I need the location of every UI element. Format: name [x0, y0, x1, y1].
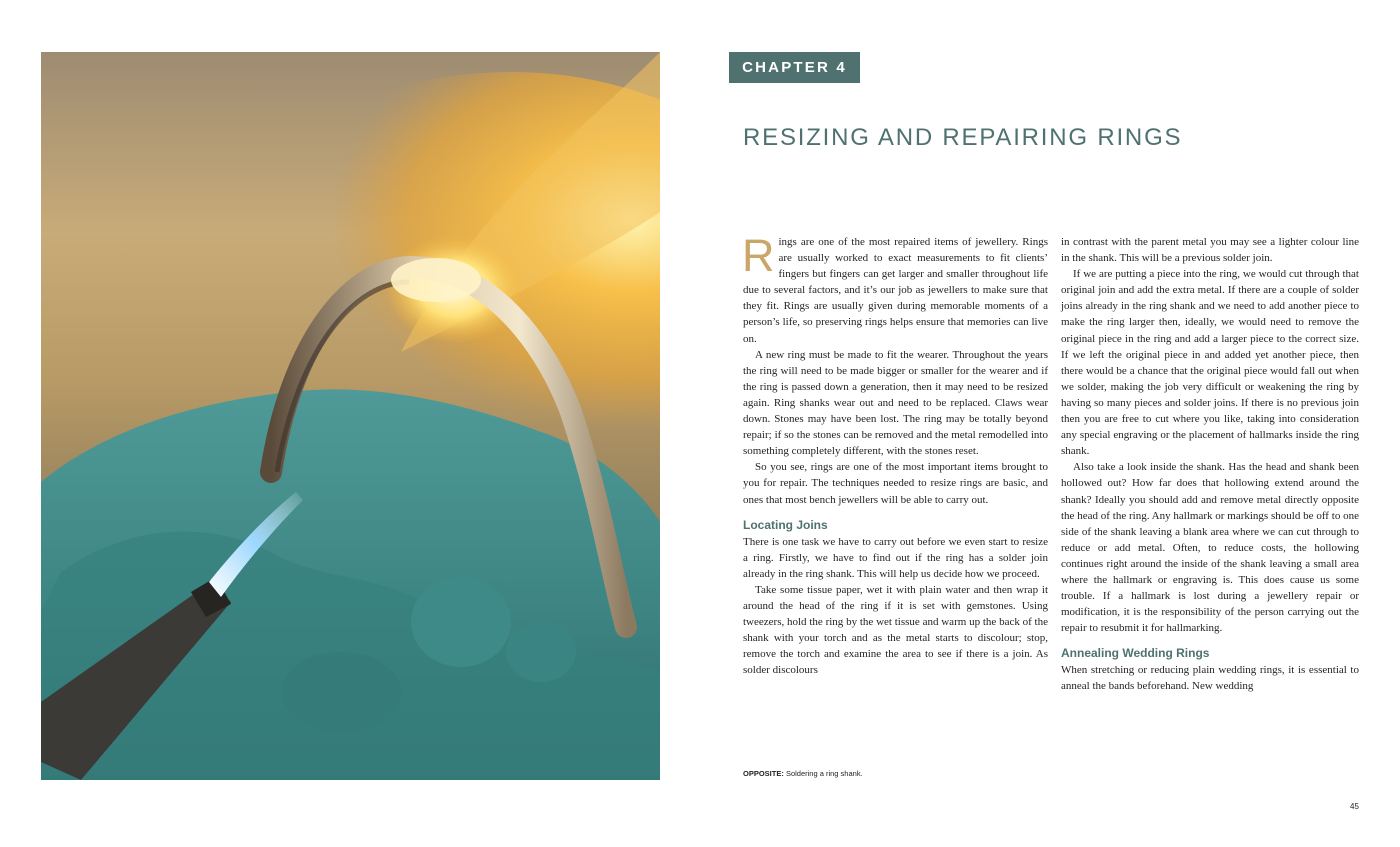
section-heading-locating-joins: Locating Joins: [743, 517, 828, 532]
body-paragraph: There is one task we have to carry out before we even start to resize a ring. Firstly, we have to find out if the ring has a solder join already in the ring shank. This will help us decide how we proceed.: [743, 535, 1048, 580]
caption-label: OPPOSITE:: [743, 769, 784, 778]
intro-paragraph-text: ings are one of the most repaired items of jewellery. Rings are usually worked to exact measurements to fit clients’ fingers but fingers can get larger and smaller throughout life due to several factors, and it’s our job as jewellers to make sure that they fit. Rings are usually given during memorable moments of a person’s life, so preserving rings helps ensure that memories can live on.: [743, 236, 1048, 345]
ring-soldering-photo: [41, 52, 660, 780]
body-paragraph: in contrast with the parent metal you may see a lighter colour line in the shank. This will be a previous solder join.: [1061, 236, 1359, 265]
body-paragraph: So you see, rings are one of the most important items brought to you for repair. The techniques needed to resize rings are basic, and ones that most bench jewellers will be able to carry out.: [743, 461, 1048, 506]
chapter-title: RESIZING AND REPAIRING RINGS: [743, 124, 1183, 151]
body-paragraph: Also take a look inside the shank. Has the head and shank been hollowed out? How far does that hollowing extend around the shank? Ideally you should add and remove metal directly opposite the head of the ring. Any hallmark or markings should be off to one side of the shank leaving a blank area where we can cut through to reduce or add metal. Often, to reduce costs, the hollowing continues right around the inside of the shank leaving a small area where the hallmark or engraving is. This does cause us some trouble. If a hallmark is lost during a jewellery repair or modification, it is the responsibility of the person carrying out the repair to resubmit it for hallmarking.: [1061, 461, 1359, 635]
drop-cap: R: [742, 230, 775, 281]
body-column-right: [1061, 234, 1359, 695]
photo-caption: [743, 769, 863, 778]
ring-soldering-illustration: [41, 52, 660, 780]
body-paragraph: If we are putting a piece into the ring, we would cut through that original join and add the extra metal. If there are a couple of solder joins already in the ring shank and we need to add another piece to make the ring larger then, ideally, we would need to remove the original piece in the ring and add a larger piece to the correct size. If we left the original piece in and added yet another piece, then there would be a chance that the original piece would fall out when we solder, making the job very difficult or weakening the ring by having so many pieces and solder joins. If there is no previous join then you are free to cut where you like, taking into consideration any special engraving or the placement of hallmarks inside the ring shank.: [1061, 268, 1359, 458]
body-column-left: [742, 230, 1048, 678]
page-number: 45: [1350, 802, 1359, 811]
body-paragraph: Take some tissue paper, wet it with plain water and then wrap it around the head of the ring if it is set with gemstones. Using tweezers, hold the ring by the wet tissue and warm up the back of the shank with your torch and as the metal starts to discolour; stop, remove the torch and examine the area to see if there is a join. As solder discolours: [743, 583, 1048, 677]
body-paragraph: A new ring must be made to fit the wearer. Throughout the years the ring will need to be made bigger or smaller for the wearer and if the ring is passed down a generation, then it may need to be resized again. Ring shanks wear out and need to be replaced. Claws wear down. Stones may have been lost. The ring may be totally beyond repair; if so the stones can be removed and the metal remodelled into something completely different, with the stones reset.: [743, 348, 1048, 458]
chapter-tag: CHAPTER 4: [729, 52, 860, 83]
body-paragraph: When stretching or reducing plain wedding rings, it is essential to anneal the bands beforehand. New wedding: [1061, 664, 1359, 693]
intro-paragraph: [742, 230, 1048, 347]
caption-text: Soldering a ring shank.: [785, 769, 863, 778]
section-heading-annealing: Annealing Wedding Rings: [1061, 646, 1210, 661]
